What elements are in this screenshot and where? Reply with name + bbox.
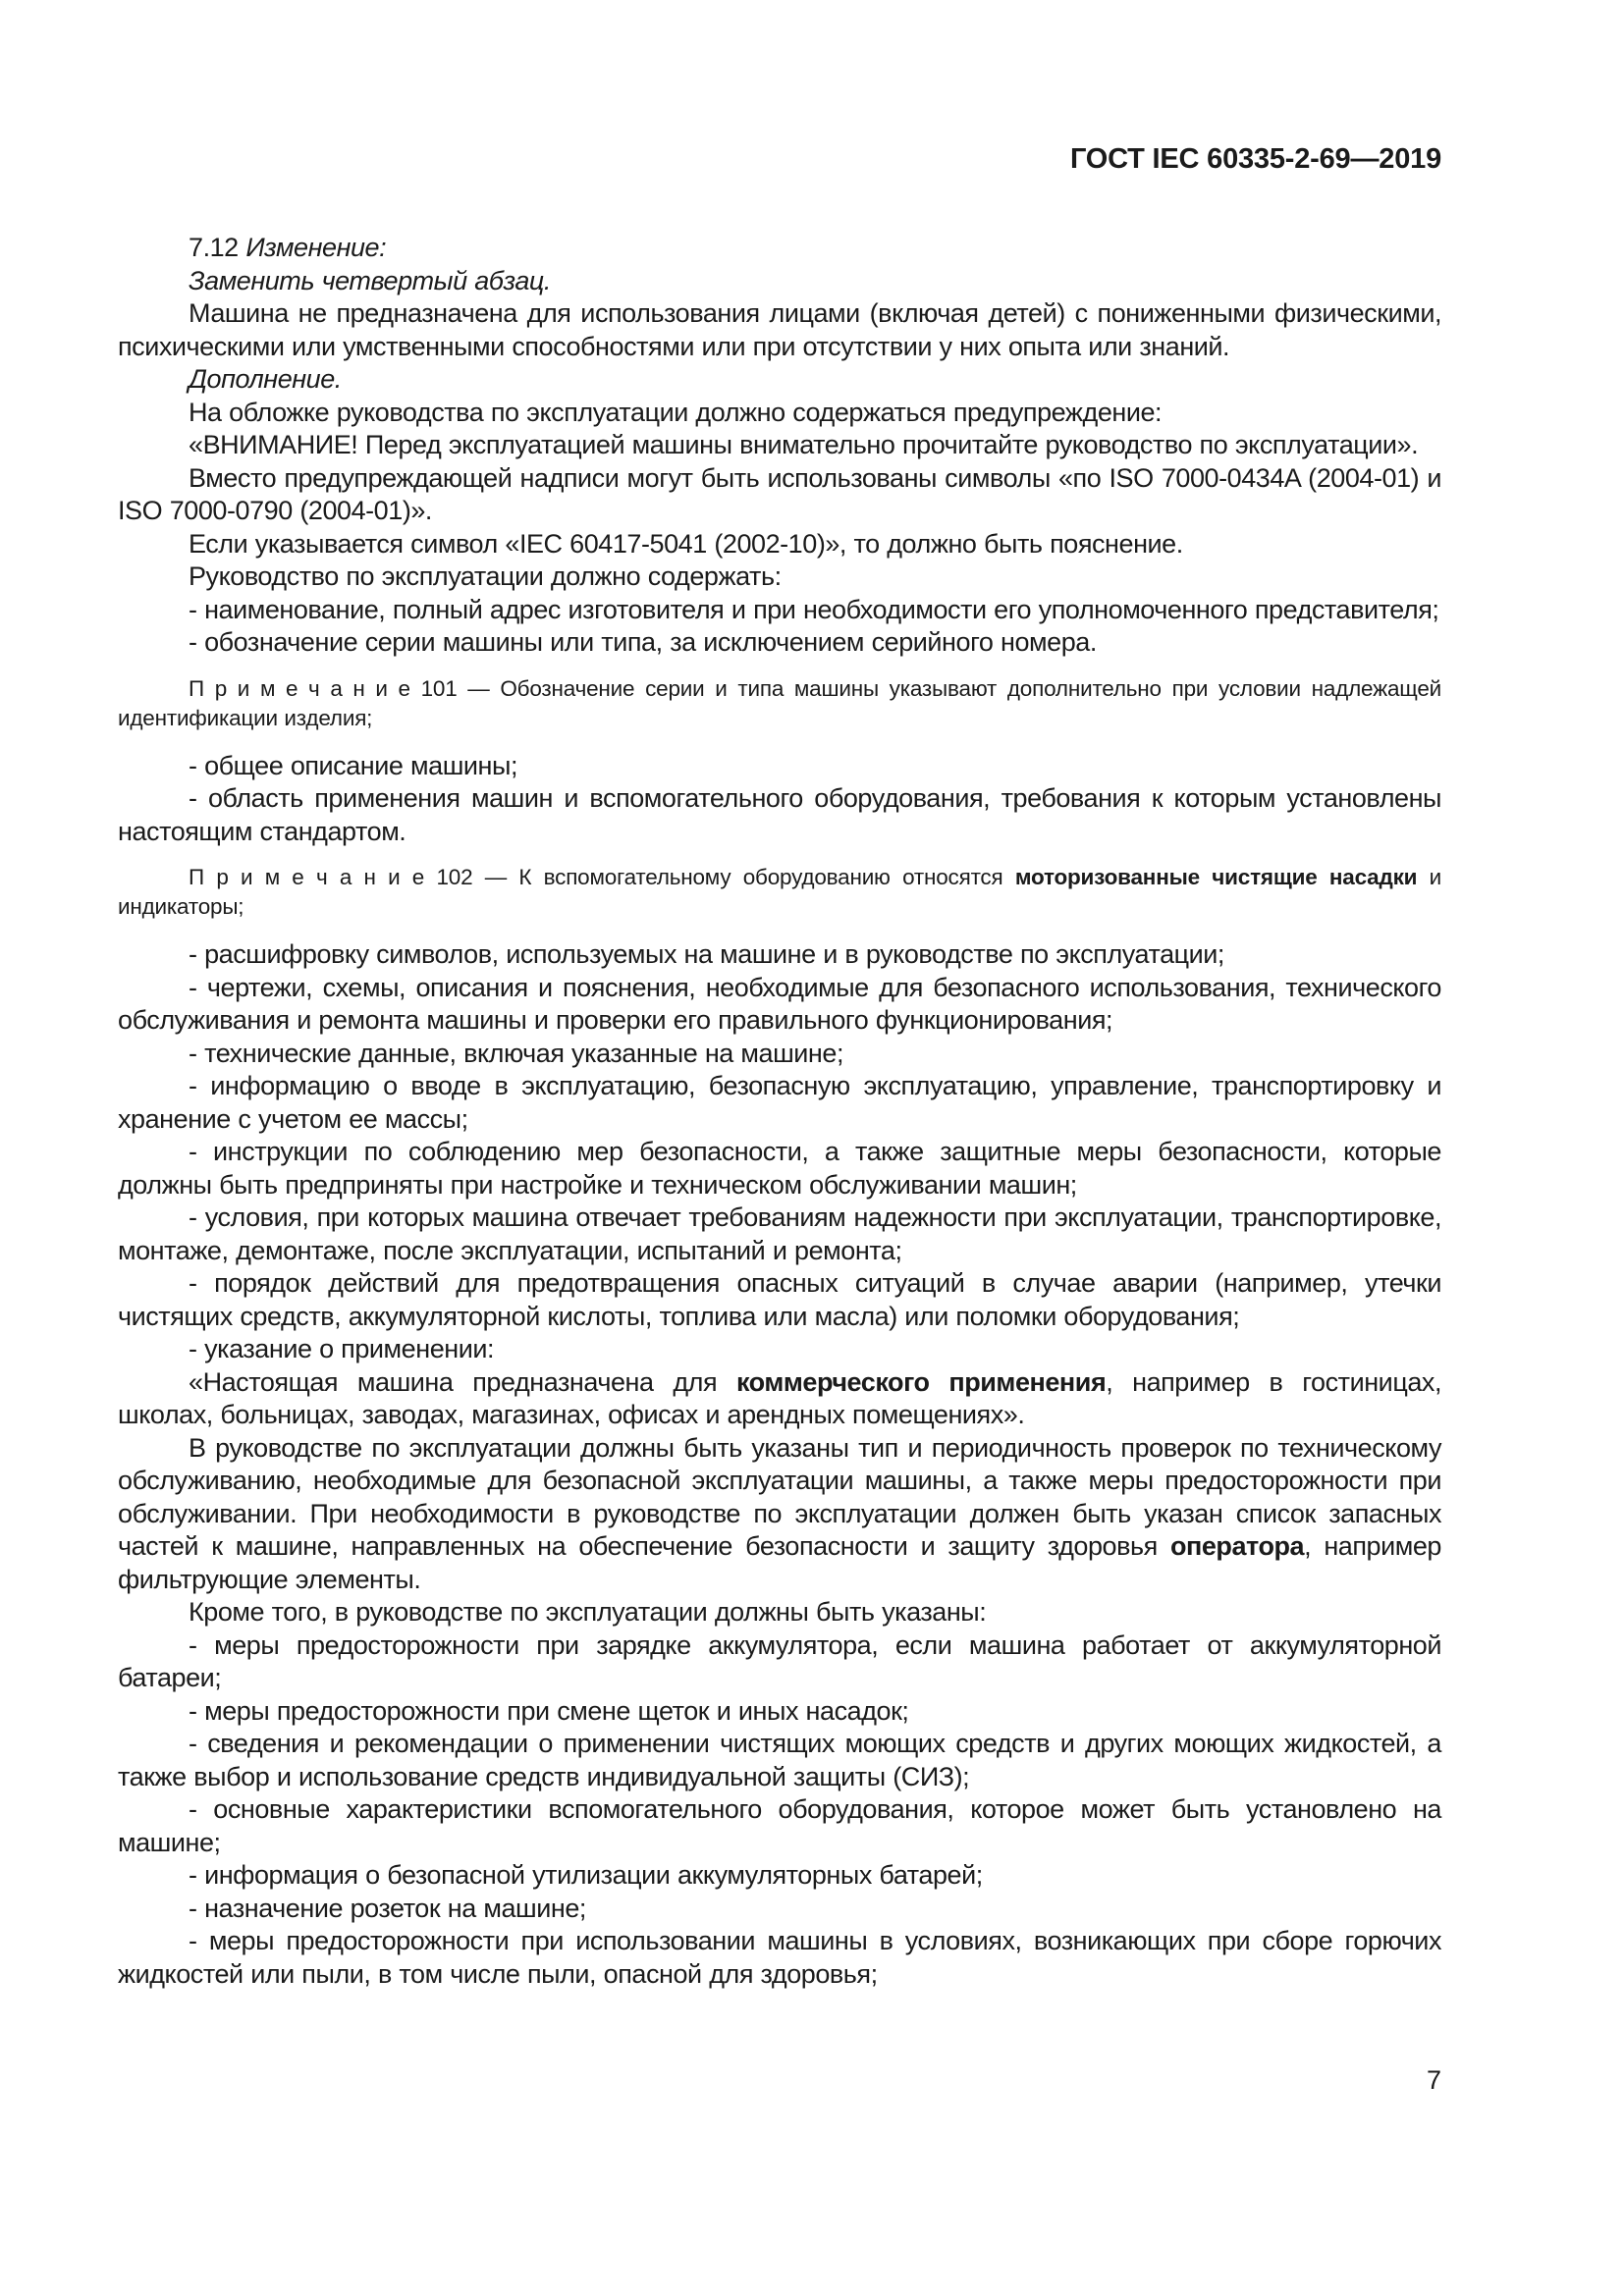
text-run: - чертежи, схемы, описания и пояснения, необходимые для безопасного использования, технического обслуживания и ремонта машины и проверки его правильного функционирования; xyxy=(118,972,1441,1035)
text-run: П р и м е ч а н и е 101 — Обозначение серии и типа машины указывают дополнительно при условии надлежащей идентификации изделия; xyxy=(118,675,1441,730)
paragraph xyxy=(118,232,1441,265)
text-run: - меры предосторожности при использовании машины в условиях, возникающих при сборе горючих жидкостей или пыли, в том числе пыли, опасной для здоровья; xyxy=(118,1926,1441,1989)
text-run: - основные характеристики вспомогательного оборудования, которое может быть установлено на машине; xyxy=(118,1794,1441,1857)
text-run: Руководство по эксплуатации должно содержать: xyxy=(189,561,782,591)
paragraph xyxy=(118,1267,1441,1333)
paragraph xyxy=(118,561,1441,594)
text-run: - указание о применении: xyxy=(189,1334,495,1363)
text-run: - расшифровку символов, используемых на машине и в руководстве по эксплуатации; xyxy=(189,939,1224,969)
paragraph xyxy=(118,1893,1441,1926)
paragraph xyxy=(118,397,1441,430)
text-run: В руководстве по эксплуатации должны быть указаны тип и периодичность проверок по техническому обслуживанию, необходимые для безопасной эксплуатации машины, а также меры предосторожности при обслуживании. При необходимости в руководстве по эксплуатации должен быть указан список запасных частей к машине, направленных на обеспечение безопасности и защиту здоровья xyxy=(118,1432,1441,1561)
text-run: Изменение: xyxy=(245,233,387,262)
note-paragraph xyxy=(118,863,1441,922)
paragraph xyxy=(118,1728,1441,1793)
page-number: 7 xyxy=(1426,2065,1441,2095)
document-body xyxy=(118,232,1441,1991)
paragraph xyxy=(118,1859,1441,1893)
text-run: - условия, при которых машина отвечает требованиям надежности при эксплуатации, транспортировке, монтаже, демонтаже, после эксплуатации, испытаний и ремонта; xyxy=(118,1202,1441,1265)
paragraph xyxy=(118,938,1441,972)
text-run: - меры предосторожности при зарядке аккумулятора, если машина работает от аккумуляторной батареи; xyxy=(118,1629,1441,1692)
text-run: - область применения машин и вспомогательного оборудования, требования к которым установлены настоящим стандартом. xyxy=(118,783,1441,846)
text-run: - информацию о вводе в эксплуатацию, безопасную эксплуатацию, управление, транспортировку и хранение с учетом ее массы; xyxy=(118,1071,1441,1134)
paragraph xyxy=(118,594,1441,627)
text-run: - меры предосторожности при смене щеток и иных насадок; xyxy=(189,1695,909,1726)
text-run: , например в гостиницах, школах, больницах, заводах, магазинах, офисах и арендных помещениях». xyxy=(118,1366,1441,1429)
paragraph xyxy=(118,1695,1441,1729)
paragraph xyxy=(118,1432,1441,1597)
paragraph xyxy=(118,1070,1441,1136)
text-run: Машина не предназначена для использования лицами (включая детей) с пониженными физическими, психическими или умственными способностями или при отсутствии у них опыта или знаний. xyxy=(118,298,1441,361)
text-run: Кроме того, в руководстве по эксплуатации должны быть указаны: xyxy=(189,1597,987,1627)
text-run: Если указывается символ «IEC 60417-5041 (2002-10)», то должно быть пояснение. xyxy=(189,528,1183,559)
paragraph xyxy=(118,528,1441,561)
text-run: оператора xyxy=(1169,1531,1305,1561)
paragraph xyxy=(118,1038,1441,1071)
paragraph xyxy=(118,265,1441,298)
paragraph xyxy=(118,750,1441,783)
text-run: - общее описание машины; xyxy=(189,750,518,780)
text-run: - назначение розеток на машине; xyxy=(189,1893,586,1923)
text-run: , например фильтрующие элементы. xyxy=(118,1531,1441,1594)
text-run: и индикаторы; xyxy=(118,865,1441,919)
text-run: моторизованные чистящие насадки xyxy=(1014,865,1418,889)
paragraph xyxy=(118,1201,1441,1267)
paragraph xyxy=(118,363,1441,397)
paragraph xyxy=(118,1596,1441,1629)
paragraph xyxy=(118,626,1441,660)
text-run: - инструкции по соблюдению мер безопасности, а также защитные меры безопасности, которые должны быть предприняты при настройке и техническом обслуживании машин; xyxy=(118,1137,1441,1200)
note-paragraph xyxy=(118,674,1441,733)
text-run: коммерческого применения xyxy=(735,1366,1107,1397)
text-run: На обложке руководства по эксплуатации должно содержаться предупреждение: xyxy=(189,397,1163,427)
paragraph xyxy=(118,1366,1441,1432)
paragraph xyxy=(118,297,1441,363)
paragraph xyxy=(118,1925,1441,1991)
text-run: П р и м е ч а н и е 102 — К вспомогательному оборудованию относятся xyxy=(189,865,1015,889)
paragraph xyxy=(118,1793,1441,1859)
paragraph xyxy=(118,972,1441,1038)
text-run: - обозначение серии машины или типа, за исключением серийного номера. xyxy=(189,627,1097,657)
paragraph xyxy=(118,1136,1441,1201)
text-run: 7.12 xyxy=(189,233,246,262)
text-run: - сведения и рекомендации о применении чистящих моющих средств и других моющих жидкостей, а также выбор и использование средств индивидуальной защиты (СИЗ); xyxy=(118,1729,1441,1791)
paragraph xyxy=(118,1629,1441,1695)
text-run: - наименование, полный адрес изготовителя и при необходимости его уполномоченного представителя; xyxy=(189,594,1439,624)
paragraph xyxy=(118,1333,1441,1366)
text-run: «Настоящая машина предназначена для xyxy=(189,1366,736,1397)
text-run: - технические данные, включая указанные на машине; xyxy=(189,1038,843,1068)
standard-number-header: ГОСТ IEC 60335-2-69—2019 xyxy=(1069,143,1441,175)
text-run: Вместо предупреждающей надписи могут быть использованы символы «по ISO 7000-0434A (2004-01) и ISO 7000-0790 (2004-01)». xyxy=(118,462,1441,525)
text-run: - информация о безопасной утилизации аккумуляторных батарей; xyxy=(189,1860,983,1890)
paragraph xyxy=(118,782,1441,848)
text-run: Дополнение. xyxy=(189,364,342,394)
text-run: - порядок действий для предотвращения опасных ситуаций в случае аварии (например, утечки чистящих средств, аккумуляторной кислоты, топлива или масла) или поломки оборудования; xyxy=(118,1268,1441,1331)
paragraph xyxy=(118,462,1441,528)
paragraph xyxy=(118,429,1441,462)
text-run: «ВНИМАНИЕ! Перед эксплуатацией машины внимательно прочитайте руководство по эксплуатации». xyxy=(189,430,1419,459)
text-run: Заменить четвертый абзац. xyxy=(189,265,551,295)
